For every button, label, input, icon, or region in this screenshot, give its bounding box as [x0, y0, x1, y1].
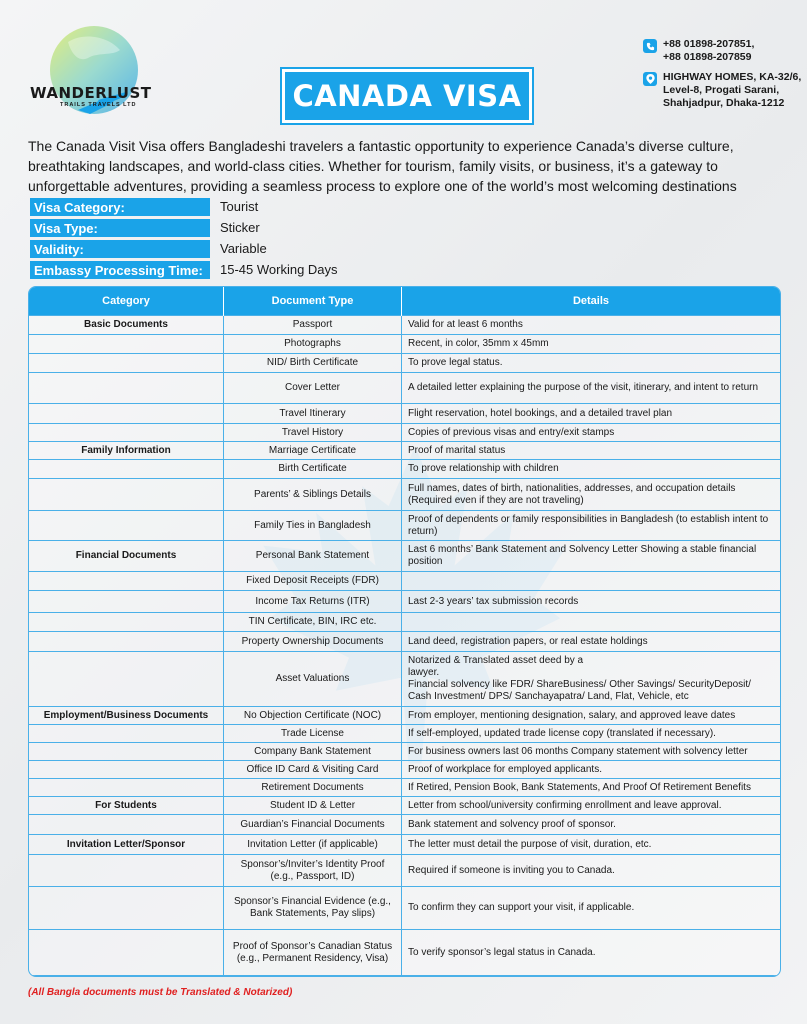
table-row	[29, 316, 780, 335]
details-cell: Bank statement and solvency proof of sponsor.	[402, 815, 781, 835]
column-header-category: Category	[29, 287, 224, 316]
table-row	[29, 373, 780, 404]
category-cell	[29, 855, 224, 887]
table-row	[29, 761, 780, 779]
document-type-cell: Asset Valuations	[224, 652, 402, 707]
details-cell: Full names, dates of birth, nationalities, addresses, and occupation details (Required even if they are not traveling)	[402, 479, 781, 511]
document-type-cell: Sponsor’s/Inviter’s Identity Proof (e.g., Passport, ID)	[224, 855, 402, 887]
table-row	[29, 835, 780, 855]
info-label: Embassy Processing Time:	[30, 261, 210, 279]
info-row-category	[30, 196, 338, 217]
table-row	[29, 591, 780, 613]
table-row	[29, 511, 780, 541]
table-row	[29, 442, 780, 460]
details-cell: For business owners last 06 months Company statement with solvency letter	[402, 743, 781, 761]
details-cell: Proof of workplace for employed applicants.	[402, 761, 781, 779]
info-value: Sticker	[220, 220, 260, 235]
contact-block	[643, 38, 803, 117]
details-cell: From employer, mentioning designation, salary, and approved leave dates	[402, 707, 781, 725]
category-cell	[29, 632, 224, 652]
document-type-cell: Birth Certificate	[224, 460, 402, 479]
intro-paragraph: The Canada Visit Visa offers Bangladeshi travelers a fantastic opportunity to experience Canada’s diverse culture, breathtaking landscapes, and world-class cities. Whether for tourism, family visits, or business, it’s a gateway to unforgettable adventures, providing a seamless process to explore one of the world’s most welcoming destinations	[28, 138, 737, 194]
info-value: 15-45 Working Days	[220, 262, 338, 277]
category-cell	[29, 779, 224, 797]
category-cell	[29, 815, 224, 835]
logo-wordmark: WANDERLUST	[30, 84, 152, 102]
contact-phone: +88 01898-207851, +88 01898-207859	[663, 38, 755, 63]
table-row	[29, 707, 780, 725]
info-label: Validity:	[30, 240, 210, 258]
table-row	[29, 335, 780, 354]
phone-icon	[643, 39, 657, 53]
table-row	[29, 855, 780, 887]
info-label: Visa Category:	[30, 198, 210, 216]
document-type-cell: Cover Letter	[224, 373, 402, 404]
document-type-cell: Travel History	[224, 424, 402, 442]
details-cell	[402, 572, 781, 591]
table-row	[29, 815, 780, 835]
table-row	[29, 930, 780, 976]
category-cell	[29, 725, 224, 743]
document-type-cell: Invitation Letter (if applicable)	[224, 835, 402, 855]
document-type-cell: Income Tax Returns (ITR)	[224, 591, 402, 613]
table-row	[29, 797, 780, 815]
table-row	[29, 652, 780, 707]
info-value: Tourist	[220, 199, 259, 214]
contact-address: HIGHWAY HOMES, KA-32/6, Level-8, Progati Sarani, Shahjadpur, Dhaka-1212	[663, 71, 802, 109]
logo-tagline: TRAILS TRAVELS LTD	[60, 102, 137, 108]
category-cell	[29, 572, 224, 591]
document-type-cell: Sponsor’s Financial Evidence (e.g., Bank Statements, Pay slips)	[224, 887, 402, 930]
category-cell	[29, 424, 224, 442]
details-cell: A detailed letter explaining the purpose of the visit, itinerary, and intent to return	[402, 373, 781, 404]
details-cell: The letter must detail the purpose of visit, duration, etc.	[402, 835, 781, 855]
details-cell: To prove relationship with children	[402, 460, 781, 479]
category-cell	[29, 335, 224, 354]
category-cell: Financial Documents	[29, 541, 224, 572]
company-logo	[28, 22, 153, 122]
category-cell	[29, 460, 224, 479]
table-row	[29, 541, 780, 572]
category-cell	[29, 887, 224, 930]
table-row	[29, 404, 780, 424]
document-type-cell: NID/ Birth Certificate	[224, 354, 402, 373]
table-row	[29, 424, 780, 442]
category-cell: Employment/Business Documents	[29, 707, 224, 725]
details-cell: Recent, in color, 35mm x 45mm	[402, 335, 781, 354]
category-cell: Basic Documents	[29, 316, 224, 335]
details-cell: To prove legal status.	[402, 354, 781, 373]
info-row-type	[30, 217, 338, 238]
table-row	[29, 887, 780, 930]
page-title: CANADA VISA	[292, 79, 522, 113]
document-type-cell: Retirement Documents	[224, 779, 402, 797]
contact-phone-row	[643, 38, 803, 64]
category-cell	[29, 930, 224, 976]
category-cell	[29, 761, 224, 779]
details-cell: To confirm they can support your visit, if applicable.	[402, 887, 781, 930]
document-type-cell: Student ID & Letter	[224, 797, 402, 815]
document-type-cell: Company Bank Statement	[224, 743, 402, 761]
location-pin-icon	[643, 72, 657, 86]
document-type-cell: Travel Itinerary	[224, 404, 402, 424]
column-header-details: Details	[402, 287, 781, 316]
category-cell	[29, 404, 224, 424]
table-header-row	[29, 287, 780, 316]
document-type-cell: Photographs	[224, 335, 402, 354]
info-row-validity	[30, 238, 338, 259]
category-cell: Family Information	[29, 442, 224, 460]
details-cell: Last 2-3 years’ tax submission records	[402, 591, 781, 613]
column-header-document-type: Document Type	[224, 287, 402, 316]
details-cell	[402, 613, 781, 632]
details-cell: Notarized & Translated asset deed by a lawyer. Financial solvency like FDR/ ShareBusiness/ Other Savings/ SecurityDeposit/ Cash Investment/ DPS/ Sanchayapatra/ Land, Flat, Vehicle, etc	[402, 652, 781, 707]
details-cell: If Retired, Pension Book, Bank Statements, And Proof Of Retirement Benefits	[402, 779, 781, 797]
page-title-box	[282, 69, 532, 123]
visa-info-list	[30, 196, 338, 280]
details-cell: If self-employed, updated trade license copy (translated if necessary).	[402, 725, 781, 743]
details-cell: Copies of previous visas and entry/exit stamps	[402, 424, 781, 442]
table-row	[29, 779, 780, 797]
table-row	[29, 725, 780, 743]
category-cell: For Students	[29, 797, 224, 815]
info-value: Variable	[220, 241, 267, 256]
document-type-cell: Trade License	[224, 725, 402, 743]
details-cell: To verify sponsor’s legal status in Canada.	[402, 930, 781, 976]
table-row	[29, 632, 780, 652]
category-cell	[29, 613, 224, 632]
document-type-cell: Passport	[224, 316, 402, 335]
document-type-cell: Marriage Certificate	[224, 442, 402, 460]
document-type-cell: Office ID Card & Visiting Card	[224, 761, 402, 779]
document-type-cell: No Objection Certificate (NOC)	[224, 707, 402, 725]
document-type-cell: Property Ownership Documents	[224, 632, 402, 652]
table-row	[29, 572, 780, 591]
details-cell: Valid for at least 6 months	[402, 316, 781, 335]
details-cell: Proof of marital status	[402, 442, 781, 460]
document-type-cell: Guardian’s Financial Documents	[224, 815, 402, 835]
document-type-cell: Fixed Deposit Receipts (FDR)	[224, 572, 402, 591]
document-type-cell: Personal Bank Statement	[224, 541, 402, 572]
category-cell	[29, 373, 224, 404]
details-cell: Letter from school/university confirming enrollment and leave approval.	[402, 797, 781, 815]
contact-address-row	[643, 71, 803, 110]
details-cell: Proof of dependents or family responsibilities in Bangladesh (to establish intent to return)	[402, 511, 781, 541]
details-cell: Required if someone is inviting you to Canada.	[402, 855, 781, 887]
category-cell	[29, 591, 224, 613]
document-type-cell: Family Ties in Bangladesh	[224, 511, 402, 541]
documents-table	[28, 286, 781, 977]
info-label: Visa Type:	[30, 219, 210, 237]
table-row	[29, 613, 780, 632]
footnote: (All Bangla documents must be Translated & Notarized)	[28, 987, 293, 998]
table-row	[29, 460, 780, 479]
category-cell: Invitation Letter/Sponsor	[29, 835, 224, 855]
category-cell	[29, 652, 224, 707]
category-cell	[29, 354, 224, 373]
document-type-cell: TIN Certificate, BIN, IRC etc.	[224, 613, 402, 632]
category-cell	[29, 479, 224, 511]
table-row	[29, 479, 780, 511]
category-cell	[29, 511, 224, 541]
details-cell: Land deed, registration papers, or real estate holdings	[402, 632, 781, 652]
details-cell: Last 6 months’ Bank Statement and Solvency Letter Showing a stable financial position	[402, 541, 781, 572]
info-row-processing-time	[30, 259, 338, 280]
category-cell	[29, 743, 224, 761]
table-row	[29, 743, 780, 761]
document-type-cell: Parents’ & Siblings Details	[224, 479, 402, 511]
document-type-cell: Proof of Sponsor’s Canadian Status (e.g., Permanent Residency, Visa)	[224, 930, 402, 976]
table-row	[29, 354, 780, 373]
details-cell: Flight reservation, hotel bookings, and a detailed travel plan	[402, 404, 781, 424]
